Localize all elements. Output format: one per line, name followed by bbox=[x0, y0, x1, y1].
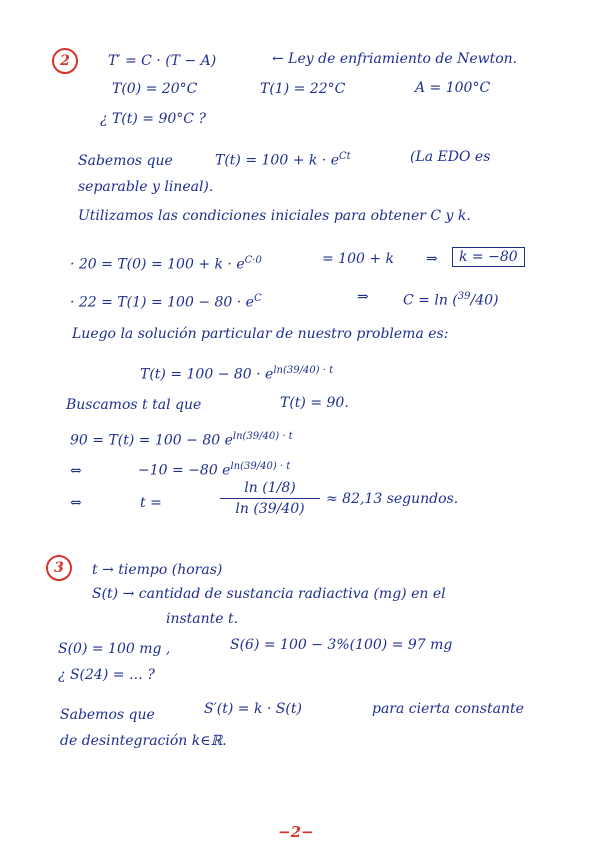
equivalent-arrow-2: ⇔ bbox=[70, 495, 82, 511]
sabemos-que-3: Sabemos que bbox=[60, 707, 155, 723]
implies-arrow-1: ⇒ bbox=[426, 251, 438, 267]
s-initial: S(0) = 100 mg , bbox=[58, 641, 171, 657]
target-equation: T(t) = 90. bbox=[280, 395, 349, 411]
initial-condition-t0: T(0) = 20°C bbox=[112, 81, 198, 97]
fraction-denominator: ln (39/40) bbox=[235, 501, 305, 517]
buscamos-sentence: Buscamos t tal que bbox=[66, 397, 202, 413]
general-solution: $T(t) = 100 + k \cdot e^{Ct}$ bbox=[215, 151, 351, 169]
s-question: ¿ S(24) = … ? bbox=[58, 667, 155, 683]
s-definition-cont: instante t. bbox=[166, 611, 239, 627]
equivalent-arrow-1: ⇔ bbox=[70, 463, 82, 479]
constant-note-cont: de desintegración k∈ℝ. bbox=[60, 733, 227, 749]
question-line: ¿ T(t) = 90°C ? bbox=[100, 111, 206, 127]
particular-solution: $T(t) = 100 - 80 \cdot e^{ln(39/40) \cdot t}$ bbox=[140, 365, 334, 383]
condition-1-equation: · $20 = T(0) = 100 + k \cdot e^{C\cdot 0}$ bbox=[70, 255, 262, 273]
condition-2-equation: · $22 = T(1) = 100 - 80 \cdot e^C$ bbox=[70, 293, 262, 311]
solve-step-2: −10 = −80 $e^{ln(39/40) \cdot t}$ bbox=[138, 461, 291, 479]
newton-law-note: ← Ley de enfriamiento de Newton. bbox=[272, 51, 518, 67]
decay-equation: S′(t) = k · S(t) bbox=[204, 701, 302, 717]
fraction-numerator: ln (1/8) bbox=[244, 480, 296, 496]
particular-solution-sentence: Luego la solución particular de nuestro problema es: bbox=[72, 326, 449, 342]
t-fraction bbox=[220, 480, 320, 517]
edo-note-cont: separable y lineal). bbox=[78, 179, 214, 195]
edo-note: (La EDO es bbox=[410, 149, 491, 165]
newton-law-equation: T′ = C · (T − A) bbox=[108, 53, 217, 69]
t-equals: t = bbox=[140, 495, 162, 511]
s-definition: S(t) → cantidad de sustancia radiactiva (mg) en el bbox=[92, 586, 446, 602]
s-six-hours: S(6) = 100 − 3%(100) = 97 mg bbox=[230, 637, 453, 653]
conditions-sentence: Utilizamos las condiciones iniciales para obtener C y k. bbox=[78, 208, 471, 224]
fraction-bar bbox=[220, 498, 320, 499]
solve-step-1: 90 = T(t) = 100 − 80 $e^{ln(39/40) \cdot t}$ bbox=[70, 431, 293, 449]
condition-1-result: = 100 + k bbox=[322, 251, 395, 267]
sabemos-que: Sabemos que bbox=[78, 153, 173, 169]
page-number: −2− bbox=[278, 823, 314, 841]
exercise-2-number: 2 bbox=[52, 48, 78, 74]
k-value-box: k = −80 bbox=[452, 247, 525, 267]
constant-note: para cierta constante bbox=[372, 701, 524, 717]
implies-arrow-2: ⇒ bbox=[357, 289, 369, 305]
ambient-temperature: A = 100°C bbox=[415, 80, 491, 96]
c-value: C = ln ($^{39}$/40) bbox=[403, 291, 499, 309]
exercise-3-number: 3 bbox=[46, 555, 72, 581]
initial-condition-t1: T(1) = 22°C bbox=[260, 81, 346, 97]
t-approx-result: ≈ 82,13 segundos. bbox=[326, 491, 459, 507]
time-definition: t → tiempo (horas) bbox=[92, 562, 223, 578]
